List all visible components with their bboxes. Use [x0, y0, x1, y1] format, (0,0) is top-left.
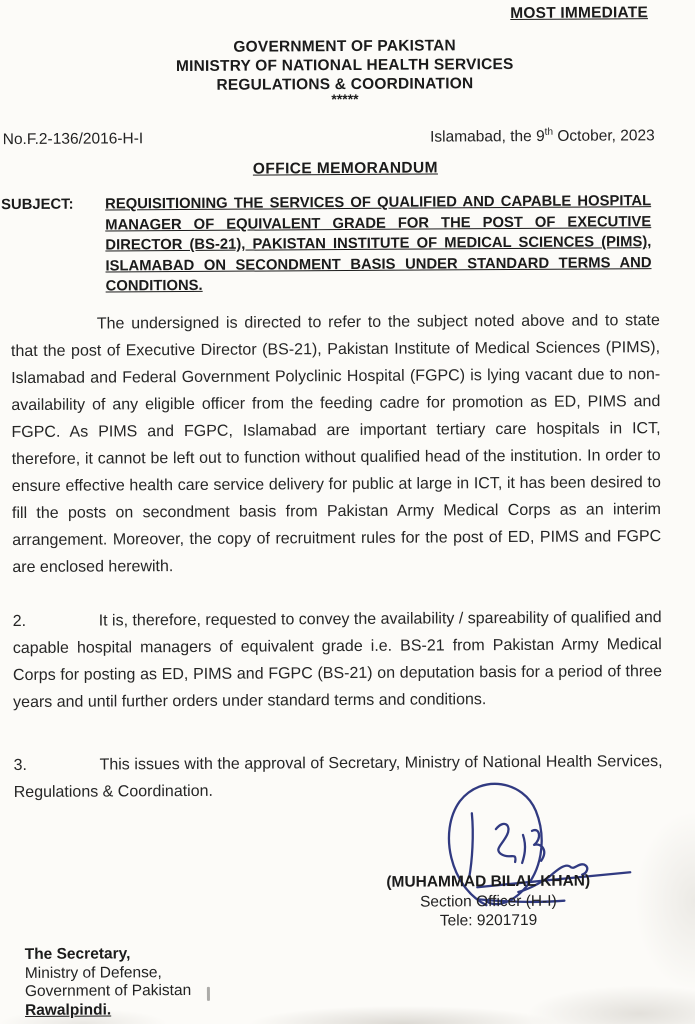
- paragraph-3: [1, 748, 695, 806]
- date-suffix: October, 2023: [552, 127, 655, 145]
- paragraph-3-text: This issues with the approval of Secretary, Ministry of National Health Services, Regulations & Coordination.: [13, 752, 663, 801]
- paragraph-2-text: It is, therefore, requested to convey the availability / spareability of qualified and capable hospital managers of equivalent grade i.e. BS-21 from Pakistan Army Medical Corps for posting as ED, PIMS and FGPC (BS-21) on deputation basis for a period of three years and until further orders under standard terms and conditions.: [12, 608, 663, 711]
- subject-text: REQUISITIONING THE SERVICES OF QUALIFIED AND CAPABLE HOSPITAL MANAGER OF EQUIVALENT GRADE FOR THE POST OF EXECUTIVE DIRECTOR (BS-21), PAKISTAN INSTITUTE OF MEDICAL SCIENCES (PIMS), ISLAMABAD ON SECONDMENT BASIS UNDER STANDARD TERMS AND CONDITIONS.: [105, 193, 652, 295]
- signatory-phone: Tele: 9201719: [439, 911, 538, 930]
- signatory-block: [374, 871, 602, 931]
- subject-block: [0, 191, 694, 298]
- reference-line: [0, 126, 693, 149]
- addressee-block: [25, 945, 192, 1020]
- addressee-city: Rawalpindi.: [24, 1000, 112, 1019]
- signatory-name: (MUHAMMAD BILAL KHAN): [386, 872, 591, 891]
- memo-title-text: OFFICE MEMORANDUM: [252, 159, 438, 178]
- paragraph-3-number: 3.: [13, 756, 27, 774]
- addressee-government: Government of Pakistan: [24, 981, 192, 1000]
- signatory-designation: Section Officer (H-I): [419, 892, 557, 911]
- letterhead-line-division: REGULATIONS & COORDINATION: [216, 75, 474, 94]
- addressee-ministry: Ministry of Defense,: [24, 963, 162, 982]
- addressee-title: The Secretary,: [24, 945, 131, 963]
- paragraph-2-number: 2.: [12, 612, 27, 630]
- paragraph-1: The undersigned is directed to refer to the subject noted above and to state that the post of Executive Director (BS-21), Pakistan Institute of Medical Sciences (PIMS), Islamabad and Federal Government Polyclinic Hospital (FGPC) is lying vacant due to non-availability of any eligible officer from the feeding cadre for promotion as ED, PIMS and FGPC. As PIMS and FGPC, Islamabad are important tertiary care hospitals in ICT, therefore, it cannot be left out to function without qualified head of the institution. In order to ensure effective health care service delivery for public at large in ICT, it has been desired to fill the posts on secondment basis from Pakistan Army Medical Corps as an interim arrangement. Moreover, the copy of recruitment rules for the post of ED, PIMS and FGPC are enclosed herewith.: [10, 311, 662, 576]
- paragraph-2: [1, 604, 695, 716]
- reference-number: No.F.2-136/2016-H-I: [2, 130, 144, 149]
- subject-label: SUBJECT:: [1, 196, 74, 214]
- letterhead-stars: *****: [331, 90, 359, 108]
- scan-artifact: [207, 987, 210, 1001]
- priority-stamp: [0, 4, 692, 26]
- letterhead-line-ministry: MINISTRY OF NATIONAL HEALTH SERVICES: [175, 55, 514, 76]
- date-ordinal: th: [544, 126, 554, 138]
- date-prefix: Islamabad, the 9: [430, 127, 545, 146]
- letterhead-line-government: GOVERNMENT OF PAKISTAN: [233, 37, 456, 56]
- letterhead: [0, 35, 692, 96]
- priority-stamp-label: MOST IMMEDIATE: [510, 4, 649, 22]
- memo-title: [0, 158, 693, 180]
- place-and-date: [430, 126, 655, 147]
